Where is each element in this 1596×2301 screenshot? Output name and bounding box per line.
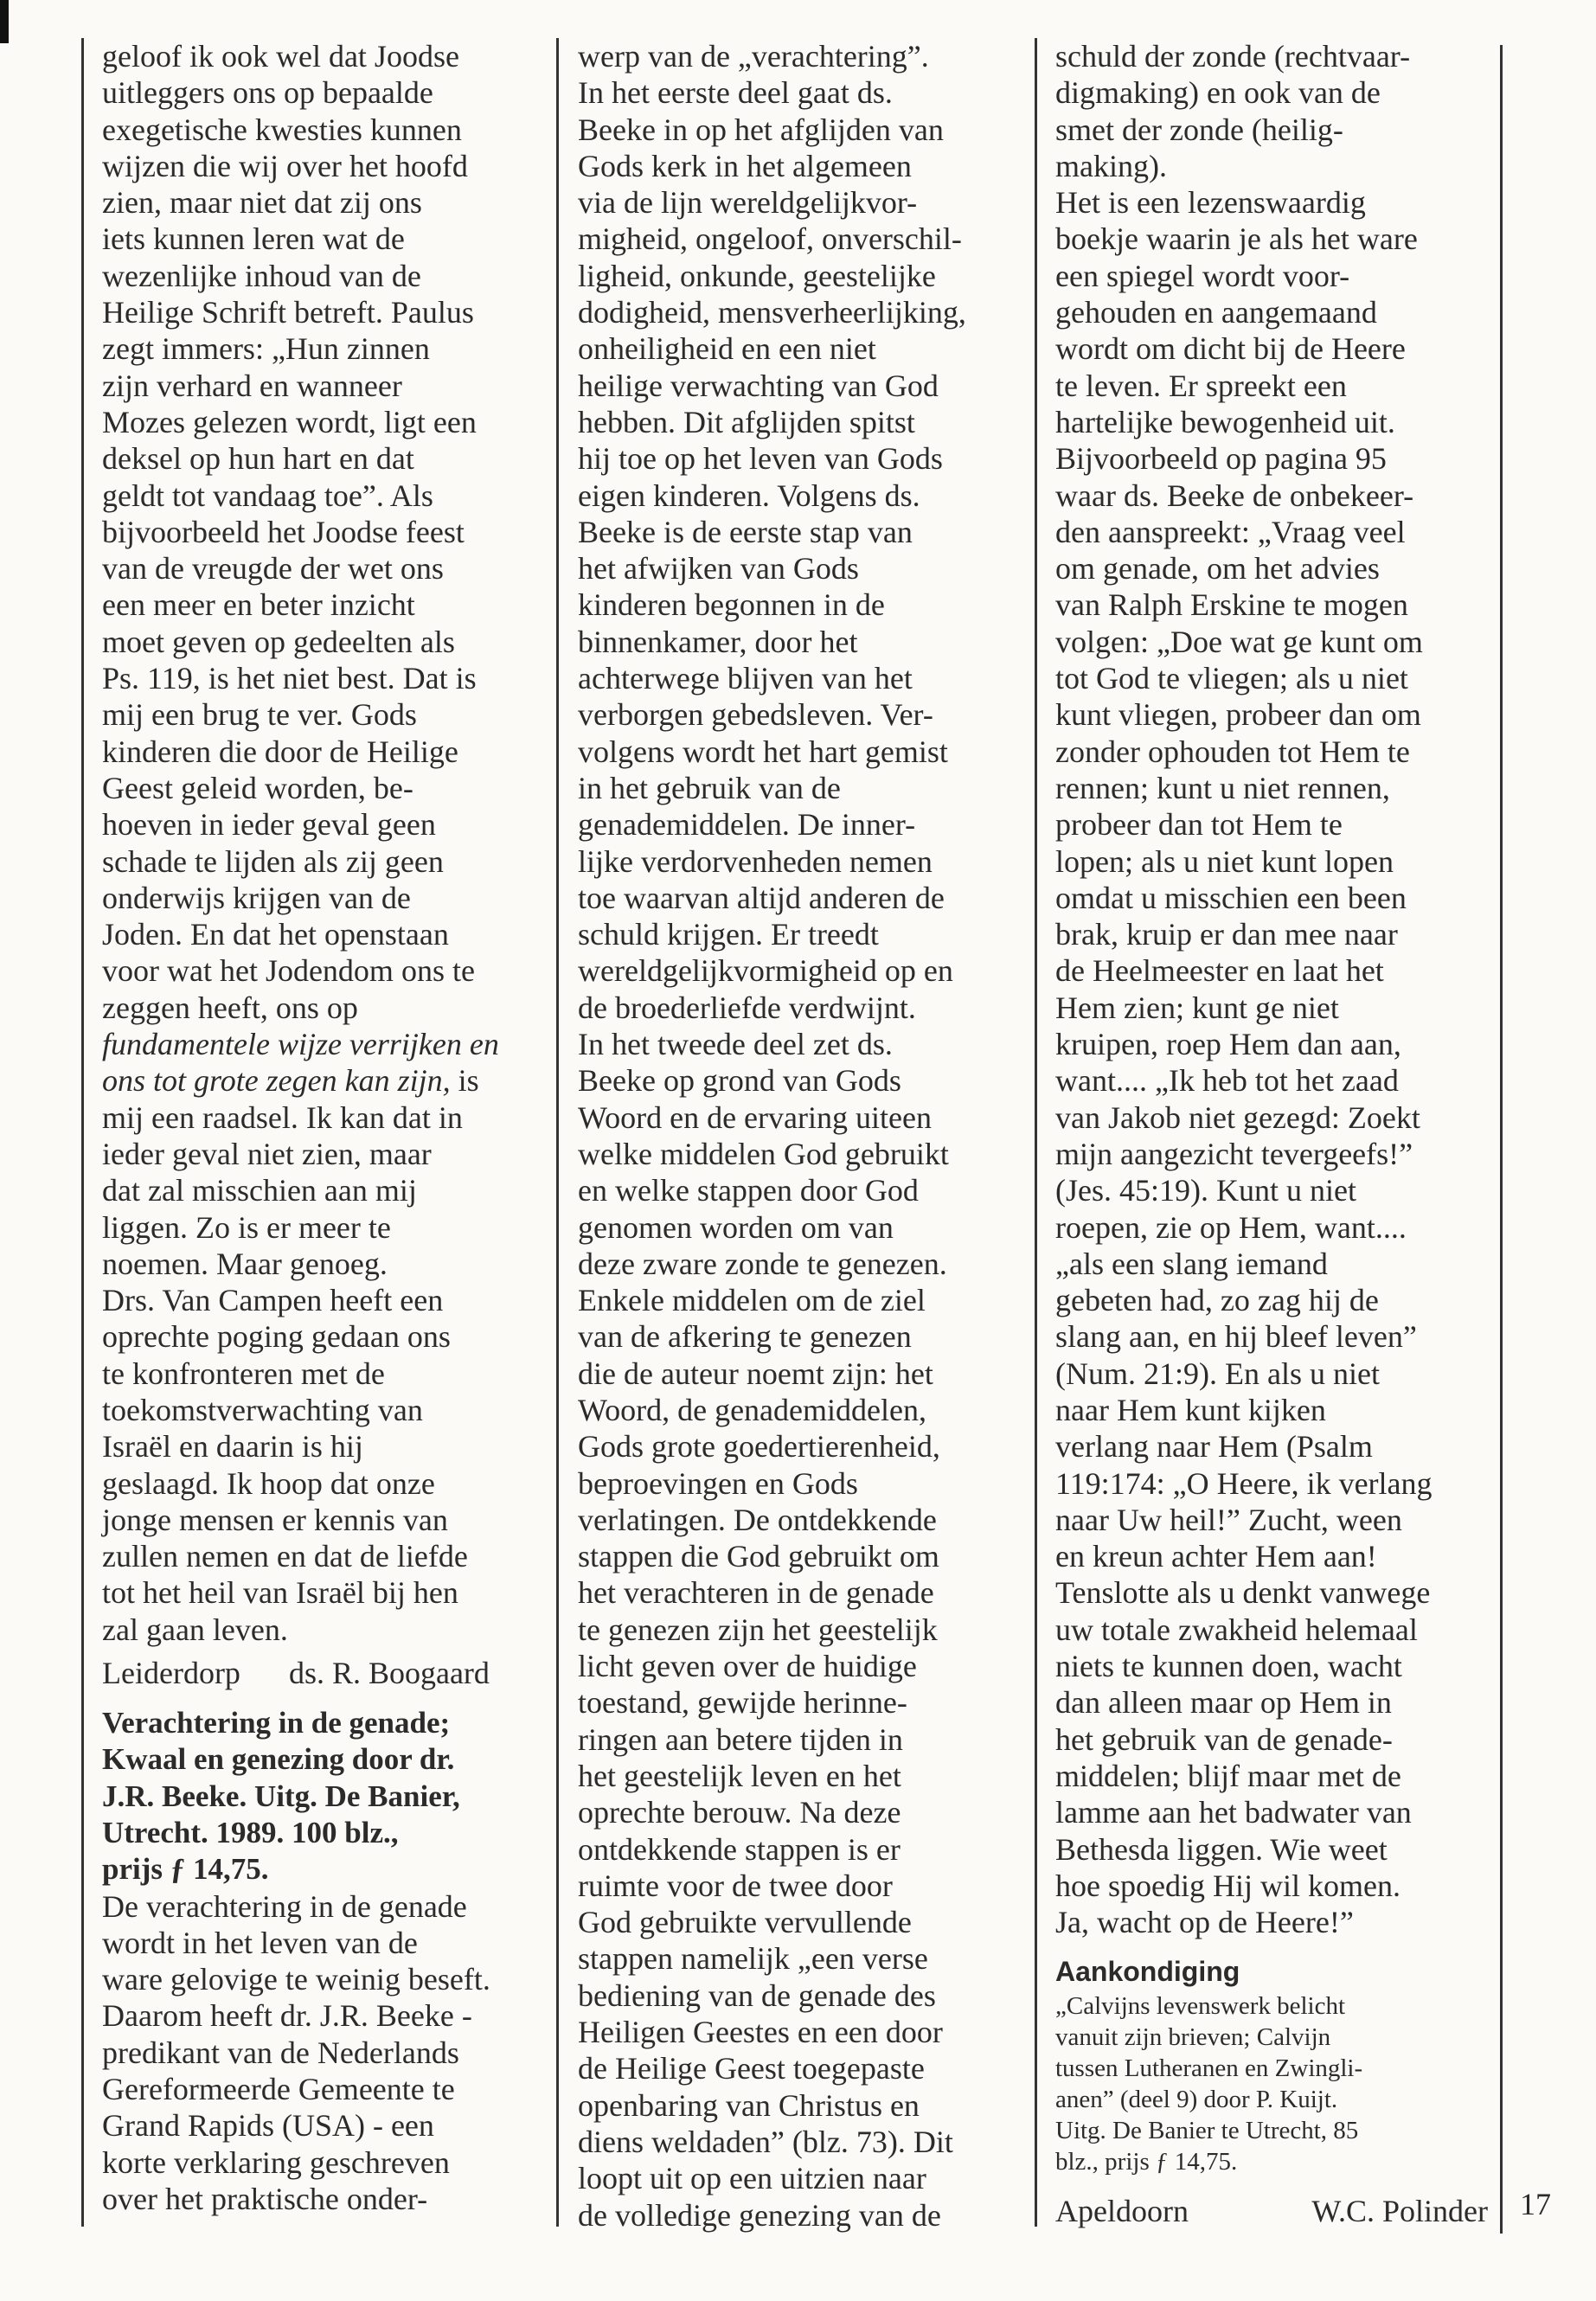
text-line: zal gaan leven. <box>102 1612 288 1647</box>
text-line: de broederliefde verdwijnt. <box>578 990 916 1025</box>
text-line: tot God te vliegen; als u niet <box>1055 661 1408 696</box>
text-line: Beeke is de eerste stap van <box>578 514 913 549</box>
text-line: Ps. 119, is het niet best. Dat is <box>102 661 477 696</box>
text-line: het geestelijk leven en het <box>578 1758 901 1793</box>
text-line: mij een raadsel. Ik kan dat in <box>102 1099 463 1135</box>
text-line: Joden. En dat het openstaan <box>102 917 449 952</box>
text-line: hoe spoedig Hij wil komen. <box>1055 1868 1401 1903</box>
text-line: schuld der zonde (rechtvaar- <box>1055 39 1411 74</box>
text-line: te leven. Er spreekt een <box>1055 368 1347 403</box>
text-line: zonder ophouden tot Hem te <box>1055 734 1410 769</box>
text-line: stappen die God gebruikt om <box>578 1539 939 1574</box>
italic-phrase: fundamentele wijze verrijken en <box>102 1027 499 1062</box>
text-line: Geest geleid worden, be- <box>102 770 413 805</box>
text-line: anen” (deel 9) door P. Kuijt. <box>1055 2086 1338 2114</box>
text-line: bijvoorbeeld het Joodse feest <box>102 514 465 549</box>
announcement-text <box>1055 1990 1488 2177</box>
column-3 <box>1055 38 1488 2229</box>
text-line: roepen, zie op Hem, want.... <box>1055 1209 1407 1245</box>
italic-phrase: ons tot grote zegen kan zijn, <box>102 1063 451 1099</box>
text-line: verborgen gebedsleven. Ver- <box>578 697 933 733</box>
text-line: smet der zonde (heilig- <box>1055 112 1343 147</box>
text-line: via de lijn wereldgelijkvor- <box>578 185 918 221</box>
text-line: Israël en daarin is hij <box>102 1429 363 1465</box>
text-line: wezenlijke inhoud van de <box>102 258 421 293</box>
text-line: omdat u misschien een been <box>1055 880 1407 915</box>
text-line: volgen: „Doe wat ge kunt om <box>1055 624 1423 659</box>
text-line: boekje waarin je als het ware <box>1055 221 1418 257</box>
text-line: Gods kerk in het algemeen <box>578 148 912 183</box>
column-1 <box>102 38 535 2217</box>
text-line: lamme aan het badwater van <box>1055 1795 1412 1830</box>
announcement-heading: Aankondiging <box>1055 1956 1240 1988</box>
column-rule-right <box>1500 45 1503 2234</box>
column-1-text-a <box>102 38 535 1648</box>
text-line: ligheid, onkunde, geestelijke <box>578 258 936 293</box>
text-line: mij een brug te ver. Gods <box>102 697 417 733</box>
text-line: Ja, wacht op de Heere!” <box>1055 1905 1354 1940</box>
text-line: geslaagd. Ik hoop dat onze <box>102 1465 435 1501</box>
text-line: om genade, om het advies <box>1055 551 1380 586</box>
heading-line: J.R. Beeke. Uitg. De Banier, <box>102 1779 460 1813</box>
text-line: hij toe op het leven van Gods <box>578 441 943 477</box>
text-line: rennen; kunt u niet rennen, <box>1055 770 1390 805</box>
text-line: schuld krijgen. Er treedt <box>578 917 879 952</box>
text-line: diens weldaden” (blz. 73). Dit <box>578 2124 953 2159</box>
signature-name: ds. R. Boogaard <box>288 1656 490 1691</box>
text-line: openbaring van Christus en <box>578 2087 920 2123</box>
text-line: toekomstverwachting van <box>102 1392 423 1427</box>
text-line: zien, maar niet dat zij ons <box>102 185 422 221</box>
text-line: Beeke op grond van Gods <box>578 1063 901 1099</box>
text-line: vanuit zijn brieven; Calvijn <box>1055 2023 1331 2052</box>
text-line: in het gebruik van de <box>578 770 841 805</box>
text-line: Bethesda liggen. Wie weet <box>1055 1831 1388 1867</box>
text-line: Bijvoorbeeld op pagina 95 <box>1055 441 1387 477</box>
text-line-italic <box>102 1026 535 1062</box>
text-line: van de vreugde der wet ons <box>102 551 444 586</box>
text-line: lopen; als u niet kunt lopen <box>1055 843 1394 879</box>
text-line: „Calvijns levenswerk belicht <box>1055 1992 1346 2021</box>
text-line: welke middelen God gebruikt <box>578 1136 949 1171</box>
text-line: liggen. Zo is er meer te <box>102 1209 391 1245</box>
heading-line: Utrecht. 1989. 100 blz., <box>102 1815 399 1849</box>
text-line: digmaking) en ook van de <box>1055 75 1381 111</box>
text-line: korte verklaring geschreven <box>102 2144 450 2180</box>
text-line: dat zal misschien aan mij <box>102 1173 417 1208</box>
text-line: toe waarvan altijd anderen de <box>578 880 945 915</box>
text-line: probeer dan tot Hem te <box>1055 807 1343 843</box>
text-line: slang aan, en hij bleef leven” <box>1055 1319 1417 1355</box>
text-line: loopt uit op een uitzien naar <box>578 2161 926 2196</box>
text-line: ieder geval niet zien, maar <box>102 1136 432 1171</box>
text-line: bediening van de genade des <box>578 1977 936 2013</box>
text-line: wereldgelijkvormigheid op en <box>578 953 953 989</box>
text-line: Heilige Schrift betreft. Paulus <box>102 295 474 330</box>
text-line: jonge mensen er kennis van <box>102 1502 448 1537</box>
text-line: uitleggers ons op bepaalde <box>102 75 433 111</box>
text-line: wordt in het leven van de <box>102 1925 418 1960</box>
text-line-italic <box>102 1062 535 1099</box>
text-line: Tenslotte als u denkt vanwege <box>1055 1575 1431 1611</box>
text-line: een meer en beter inzicht <box>102 587 415 623</box>
text-line: middelen; blijf maar met de <box>1055 1758 1401 1793</box>
text-line: van de afkering te genezen <box>578 1319 912 1355</box>
scan-edge <box>0 0 9 43</box>
text-line: kunt vliegen, probeer dan om <box>1055 697 1421 733</box>
text-line: achterwege blijven van het <box>578 661 913 696</box>
page-number: 17 <box>1520 2187 1551 2221</box>
text-line: over het praktische onder- <box>102 2181 428 2216</box>
text-line: migheid, ongeloof, onverschil- <box>578 221 962 257</box>
text-line: hartelijke bewogenheid uit. <box>1055 404 1395 439</box>
text-line: Het is een lezenswaardig <box>1055 185 1366 221</box>
text-line: dodigheid, mensverheerlijking, <box>578 295 966 330</box>
text-line: eigen kinderen. Volgens ds. <box>578 478 920 513</box>
text-line: Mozes gelezen wordt, ligt een <box>102 404 477 439</box>
text-line: het gebruik van de genade- <box>1055 1721 1393 1757</box>
column-rule-left <box>81 38 84 2227</box>
text-line: „als een slang iemand <box>1055 1246 1328 1281</box>
text-line: deksel op hun hart en dat <box>102 441 414 477</box>
text-line: genademiddelen. De inner- <box>578 807 916 843</box>
signature-boogaard <box>102 1655 535 1691</box>
text-line: Beeke in op het afglijden van <box>578 112 944 147</box>
review-heading <box>102 1705 535 1888</box>
text-line: Gods grote goedertierenheid, <box>578 1429 940 1465</box>
text-line: binnenkamer, door het <box>578 624 858 659</box>
text-line: God gebruikte vervullende <box>578 1905 912 1940</box>
text-line: beproevingen en Gods <box>578 1465 858 1501</box>
text-line: hoeven in ieder geval geen <box>102 807 436 843</box>
text-line: te genezen zijn het geestelijk <box>578 1612 938 1647</box>
text-line: brak, kruip er dan mee naar <box>1055 917 1398 952</box>
text-line: gehouden en aangemaand <box>1055 295 1377 330</box>
column-2 <box>578 38 1010 2234</box>
text-line: verlang naar Hem (Psalm <box>1055 1429 1373 1465</box>
text-line: ringen aan betere tijden in <box>578 1721 903 1757</box>
text-line: het afwijken van Gods <box>578 551 859 586</box>
text-line: Gereformeerde Gemeente te <box>102 2072 455 2107</box>
text-line: en welke stappen door God <box>578 1173 919 1208</box>
signature-name: W.C. Polinder <box>1311 2194 1488 2229</box>
text-line: want.... „Ik heb tot het zaad <box>1055 1063 1399 1099</box>
text-line: kinderen die door de Heilige <box>102 734 458 769</box>
text-line: making). <box>1055 148 1167 183</box>
text-line: licht geven over de huidige <box>578 1649 917 1684</box>
text-line: zullen nemen en dat de liefde <box>102 1539 468 1574</box>
heading-line: Verachtering in de genade; <box>102 1706 451 1740</box>
text-line: genomen worden om van <box>578 1209 894 1245</box>
text-line: Enkele middelen om de ziel <box>578 1283 926 1318</box>
text-line: Woord, de genademiddelen, <box>578 1392 926 1427</box>
text-line: stappen namelijk „een verse <box>578 1941 928 1977</box>
text-line: en kreun achter Hem aan! <box>1055 1539 1377 1574</box>
column-rule-1 <box>556 38 559 2227</box>
text-line: geloof ik ook wel dat Joodse <box>102 39 459 74</box>
text-line: zeggen heeft, ons op <box>102 990 358 1025</box>
text-line: een spiegel wordt voor- <box>1055 258 1350 293</box>
text-line: In het eerste deel gaat ds. <box>578 75 893 111</box>
text-line: kinderen begonnen in de <box>578 587 885 623</box>
text-line: exegetische kwesties kunnen <box>102 112 462 147</box>
text-line: onheiligheid en een niet <box>578 331 876 367</box>
text-line: oprechte berouw. Na deze <box>578 1795 901 1830</box>
signature-polinder <box>1055 2193 1488 2229</box>
text-line: ontdekkende stappen is er <box>578 1831 901 1867</box>
text-line: den aanspreekt: „Vraag veel <box>1055 514 1406 549</box>
text-line: het verachteren in de genade <box>578 1575 934 1611</box>
text-line: (Jes. 45:19). Kunt u niet <box>1055 1173 1356 1208</box>
text-line: deze zware zonde te genezen. <box>578 1246 947 1281</box>
text-line: verlatingen. De ontdekkende <box>578 1502 937 1537</box>
text-line: wordt om dicht bij de Heere <box>1055 331 1406 367</box>
text-line: waar ds. Beeke de onbekeer- <box>1055 478 1414 513</box>
heading-line: prijs ƒ 14,75. <box>102 1852 269 1887</box>
text-line: van Jakob niet gezegd: Zoekt <box>1055 1099 1420 1135</box>
text-line: wijzen die wij over het hoofd <box>102 148 468 183</box>
text-line: mijn aangezicht tevergeefs!” <box>1055 1136 1413 1171</box>
text-line: Heiligen Geestes en een door <box>578 2015 943 2050</box>
text-line: Uitg. De Banier te Utrecht, 85 <box>1055 2117 1359 2145</box>
text-line: de Heelmeester en laat het <box>1055 953 1384 989</box>
text-line: predikant van de Nederlands <box>102 2035 459 2070</box>
text-line: naar Hem kunt kijken <box>1055 1392 1326 1427</box>
heading-line: Kwaal en genezing door dr. <box>102 1742 455 1777</box>
text-line: volgens wordt het hart gemist <box>578 734 948 769</box>
text-line: Grand Rapids (USA) - een <box>102 2108 434 2144</box>
text-line: lijke verdorvenheden nemen <box>578 843 933 879</box>
column-1-text-c <box>102 1888 535 2218</box>
text-line: werp van de „verachtering”. <box>578 39 929 74</box>
text-line: Hem zien; kunt ge niet <box>1055 990 1339 1025</box>
text-line: heilige verwachting van God <box>578 368 939 403</box>
text-line: tussen Lutheranen en Zwingli- <box>1055 2054 1363 2083</box>
text-line: De verachtering in de genade <box>102 1888 467 1924</box>
signature-place: Apeldoorn <box>1055 2194 1189 2229</box>
text-line: kruipen, roep Hem dan aan, <box>1055 1027 1401 1062</box>
text-line: naar Uw heil!” Zucht, ween <box>1055 1502 1402 1537</box>
column-rule-2 <box>1035 38 1037 2227</box>
text-line: (Num. 21:9). En als u niet <box>1055 1356 1380 1391</box>
signature-place: Leiderdorp <box>102 1656 240 1691</box>
text-line: 119:174: „O Heere, ik verlang <box>1055 1465 1433 1501</box>
text-line: schade te lijden als zij geen <box>102 843 444 879</box>
text-line: niets te kunnen doen, wacht <box>1055 1649 1402 1684</box>
text-line: gebeten had, zo zag hij de <box>1055 1283 1379 1318</box>
text-line: die de auteur noemt zijn: het <box>578 1356 933 1391</box>
text-line: zegt immers: „Hun zinnen <box>102 331 430 367</box>
text-line: toestand, gewijde herinne- <box>578 1685 907 1721</box>
text-line: Woord en de ervaring uiteen <box>578 1099 932 1135</box>
text-line: iets kunnen leren wat de <box>102 221 405 257</box>
text-line: hebben. Dit afglijden spitst <box>578 404 915 439</box>
text-line: de volledige genezing van de <box>578 2197 941 2233</box>
text-line: moet geven op gedeelten als <box>102 624 455 659</box>
text-line: ruimte voor de twee door <box>578 1868 893 1903</box>
text-line: blz., prijs ƒ 14,75. <box>1055 2148 1238 2176</box>
text-line: van Ralph Erskine te mogen <box>1055 587 1408 623</box>
text-line: noemen. Maar genoeg. <box>102 1246 388 1281</box>
text-line: Daarom heeft dr. J.R. Beeke - <box>102 1998 472 2034</box>
text-line: de Heilige Geest toegepaste <box>578 2051 925 2086</box>
text-line: oprechte poging gedaan ons <box>102 1319 451 1355</box>
text-line: geldt tot vandaag toe”. Als <box>102 478 433 513</box>
text-line: In het tweede deel zet ds. <box>578 1027 893 1062</box>
text-line: dan alleen maar op Hem in <box>1055 1685 1392 1721</box>
text-line: ware gelovige te weinig beseft. <box>102 1962 490 1997</box>
text-line: onderwijs krijgen van de <box>102 880 411 915</box>
text-line: te konfronteren met de <box>102 1356 385 1391</box>
text-line: voor wat het Jodendom ons te <box>102 953 475 989</box>
text-fragment: is <box>450 1063 479 1099</box>
text-line: tot het heil van Israël bij hen <box>102 1575 458 1611</box>
text-line: Drs. Van Campen heeft een <box>102 1283 444 1318</box>
text-line: uw totale zwakheid helemaal <box>1055 1612 1418 1647</box>
text-line: zijn verhard en wanneer <box>102 368 402 403</box>
